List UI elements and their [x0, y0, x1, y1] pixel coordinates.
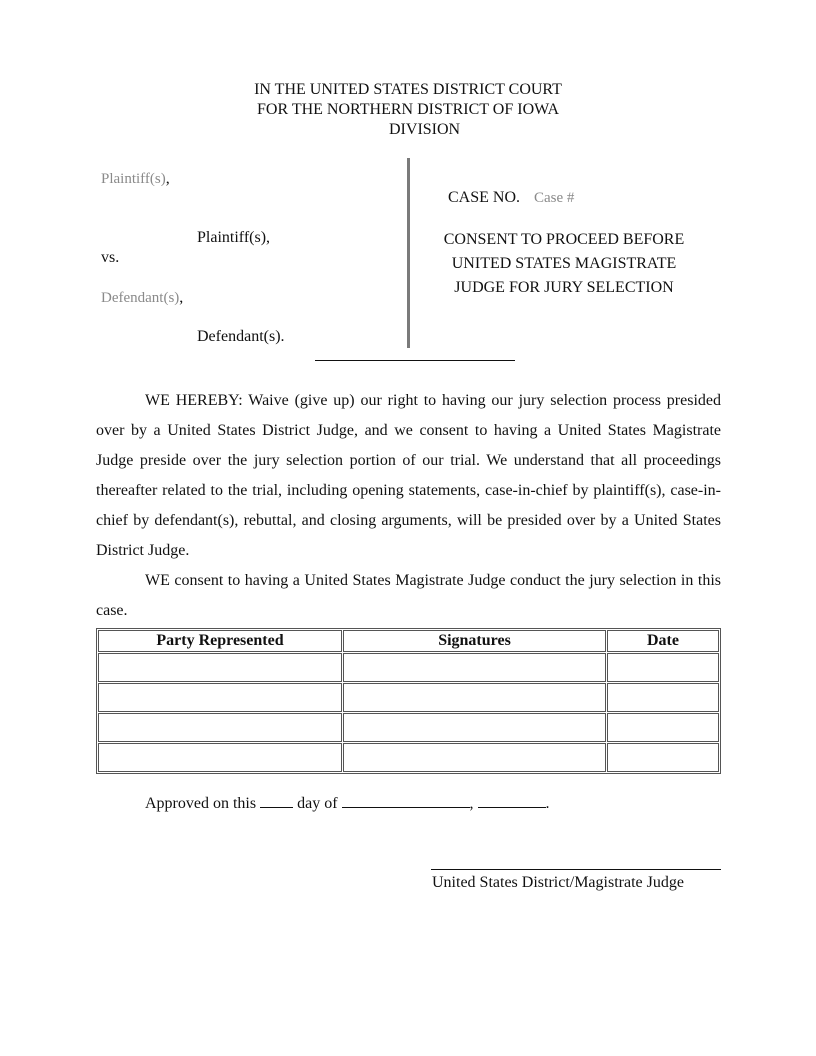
defendant-name-field[interactable]: Defendant(s) [101, 290, 180, 306]
judge-signature-line[interactable] [431, 869, 721, 870]
table-row [98, 713, 719, 742]
date-cell[interactable] [607, 713, 719, 742]
signature-cell[interactable] [343, 653, 606, 682]
document-title [410, 228, 718, 300]
plaintiff-comma: , [165, 170, 170, 187]
date-cell[interactable] [607, 653, 719, 682]
waiver-paragraph: WE HEREBY: Waive (give up) our right to having our jury selection process presided over by a United States District Judge, and we consent to having a United States Magistrate Judge preside over the jury selection portion of our trial. We understand that all proceedings thereafter related to the trial, including opening statements, case-in-chief by plaintiff(s), case-in-chief by defendant(s), rebuttal, and closing arguments, will be presided over by a United States District Judge. [96, 392, 721, 559]
table-header-row [98, 630, 719, 652]
versus-label: vs. [101, 249, 120, 266]
party-cell[interactable] [98, 683, 342, 712]
party-cell[interactable] [98, 653, 342, 682]
consent-paragraph: WE consent to having a United States Magistrate Judge conduct the jury selection in this case. [96, 572, 721, 619]
defendant-label: Defendant(s). [197, 328, 285, 345]
party-cell[interactable] [98, 743, 342, 772]
date-cell[interactable] [607, 743, 719, 772]
approval-line [145, 793, 550, 814]
approval-month-blank[interactable] [342, 793, 470, 808]
case-number-row [448, 188, 574, 208]
title-line1: CONSENT TO PROCEED BEFORE [443, 231, 685, 248]
table-row [98, 683, 719, 712]
signature-cell[interactable] [343, 743, 606, 772]
table-row [98, 743, 719, 772]
approval-period: . [545, 795, 550, 812]
plaintiff-entry [101, 169, 170, 189]
court-name-line1: IN THE UNITED STATES DISTRICT COURT [254, 81, 562, 98]
division-label: DIVISION [389, 121, 461, 138]
caption-underline [315, 360, 515, 361]
signature-cell[interactable] [343, 713, 606, 742]
consent-body [96, 386, 721, 626]
defendant-entry [101, 288, 183, 308]
party-represented-header: Party Represented [98, 630, 342, 652]
date-header: Date [607, 630, 719, 652]
approval-year-blank[interactable] [478, 793, 546, 808]
case-no-label: CASE NO. [448, 189, 521, 206]
signature-table [96, 628, 721, 774]
approval-comma: , [469, 795, 474, 812]
table-row [98, 653, 719, 682]
title-line2: UNITED STATES MAGISTRATE [451, 255, 677, 272]
plaintiff-label: Plaintiff(s), [197, 229, 271, 246]
approval-prefix: Approved on this [145, 795, 257, 812]
approval-day-of: day of [297, 795, 338, 812]
title-line3: JUDGE FOR JURY SELECTION [454, 279, 674, 296]
signature-cell[interactable] [343, 683, 606, 712]
party-cell[interactable] [98, 713, 342, 742]
judge-signature-label: United States District/Magistrate Judge [432, 874, 684, 891]
defendant-comma: , [179, 289, 184, 306]
case-number-field[interactable]: Case # [534, 190, 575, 206]
signatures-header: Signatures [343, 630, 606, 652]
plaintiff-name-field[interactable]: Plaintiff(s) [101, 171, 166, 187]
date-cell[interactable] [607, 683, 719, 712]
court-name-line2: FOR THE NORTHERN DISTRICT OF IOWA [256, 101, 559, 118]
approval-day-blank[interactable] [260, 793, 293, 808]
